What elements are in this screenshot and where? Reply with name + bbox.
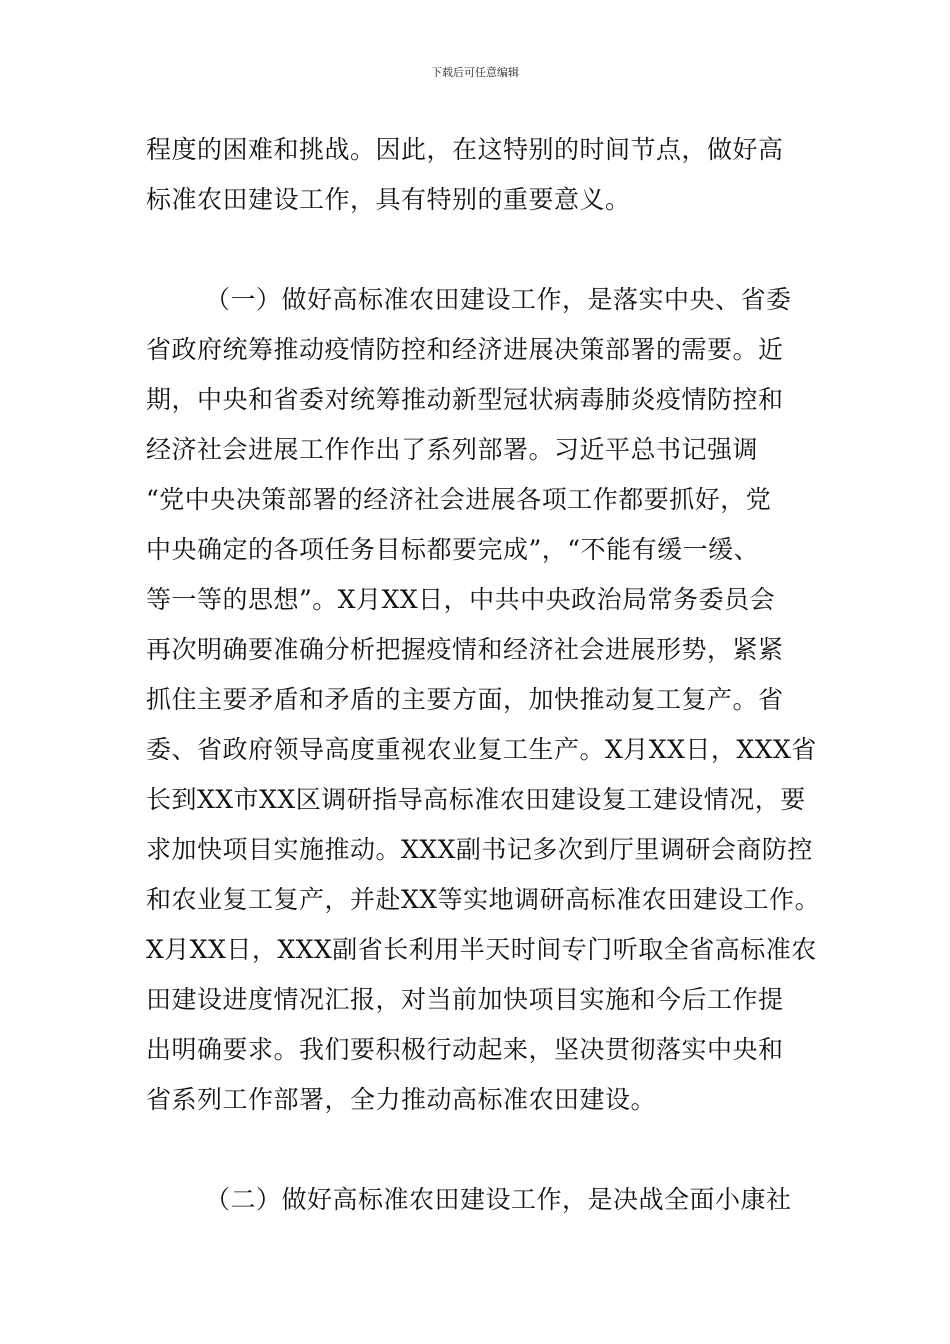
text-line: 省系列工作部署，全力推动高标准农田建设。 (146, 1085, 657, 1114)
paragraph-heading: （一）做好高标准农田建设工作，是落实中央、省委 (205, 285, 792, 314)
text-line: X月XX日，XXX副省长利用半天时间专门听取全省高标准农 (146, 935, 817, 964)
text-line: 出明确要求。我们要积极行动起来，坚决贯彻落实中央和 (146, 1035, 784, 1064)
text-line: 经济社会进展工作作出了系列部署。习近平总书记强调 (146, 435, 759, 464)
text-line: 中央确定的各项任务目标都要完成”，“不能有缓一缓、 (146, 535, 760, 564)
text-line: 求加快项目实施推动。XXX副书记多次到厅里调研会商防控 (146, 835, 813, 864)
page-header: 下载后可任意编辑 (431, 66, 519, 79)
text-line: 再次明确要准确分析把握疫情和经济社会进展形势，紧紧 (146, 635, 784, 664)
text-line: 委、省政府领导高度重视农业复工生产。X月XX日，XXX省 (146, 735, 817, 764)
text-line: 等一等的思想”。X月XX日，中共中央政治局常务委员会 (146, 585, 776, 614)
text-line: 省政府统筹推动疫情防控和经济进展决策部署的需要。近 (146, 335, 784, 364)
text-line: 长到XX市XX区调研指导高标准农田建设复工建设情况，要 (146, 785, 806, 814)
text-line: 和农业复工复产，并赴XX等实地调研高标准农田建设工作。 (146, 885, 821, 914)
text-line: 标准农田建设工作，具有特别的重要意义。 (146, 185, 631, 214)
text-line: “党中央决策部署的经济社会进展各项工作都要抓好，党 (146, 485, 772, 514)
text-line: 程度的困难和挑战。因此，在这特别的时间节点，做好高 (146, 135, 784, 164)
text-line: 田建设进度情况汇报，对当前加快项目实施和今后工作提 (146, 985, 784, 1014)
text-line: 抓住主要矛盾和矛盾的主要方面，加快推动复工复产。省 (146, 685, 784, 714)
text-line: 期，中央和省委对统筹推动新型冠状病毒肺炎疫情防控和 (146, 385, 784, 414)
paragraph-heading: （二）做好高标准农田建设工作，是决战全面小康社 (205, 1185, 792, 1214)
